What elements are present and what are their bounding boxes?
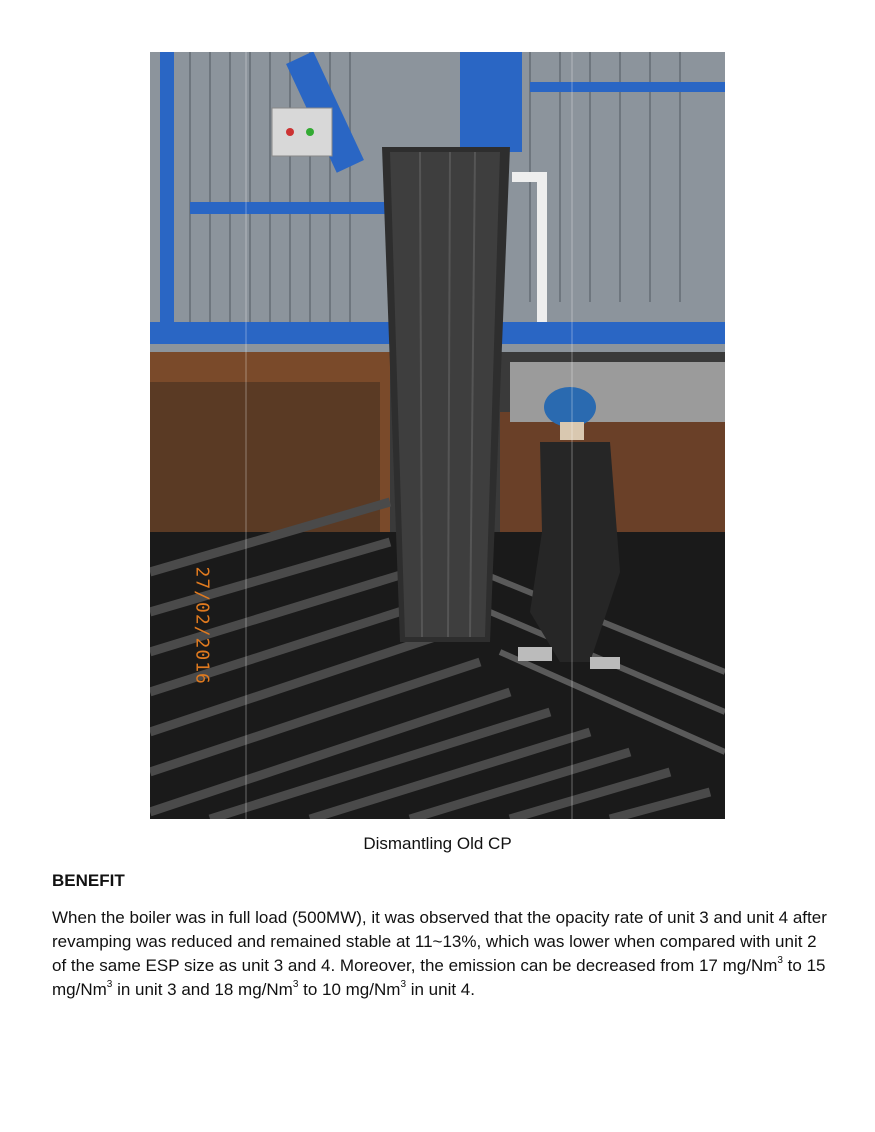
date-stamp: 27/02/2016	[191, 566, 213, 685]
superscript: 3	[777, 955, 783, 967]
benefit-paragraph	[52, 906, 832, 1002]
superscript: 3	[292, 979, 299, 991]
photo-caption: Dismantling Old CP	[363, 834, 512, 853]
paragraph-text: to 10 mg/Nm	[298, 980, 401, 999]
dismantling-photo	[150, 52, 725, 819]
paragraph-text: in unit 3 and 18 mg/Nm	[112, 980, 293, 999]
photo-illustration	[150, 52, 725, 819]
section-heading: BENEFIT	[52, 871, 125, 890]
paragraph-text: When the boiler was in full load (500MW), it was observed that the opacity rate of unit 3 and unit 4 after revamping was reduced and remained stable at 11~13%, which was lower when compared with unit 2 of the same ESP size as unit 3 and 4. Moreover, the emission can be decreased from 17 mg/Nm	[52, 908, 827, 975]
paragraph-text: in unit 4.	[406, 980, 475, 999]
paragraph-text: to 15 mg/Nm	[52, 956, 826, 999]
superscript: 3	[400, 979, 406, 991]
superscript: 3	[106, 979, 113, 991]
